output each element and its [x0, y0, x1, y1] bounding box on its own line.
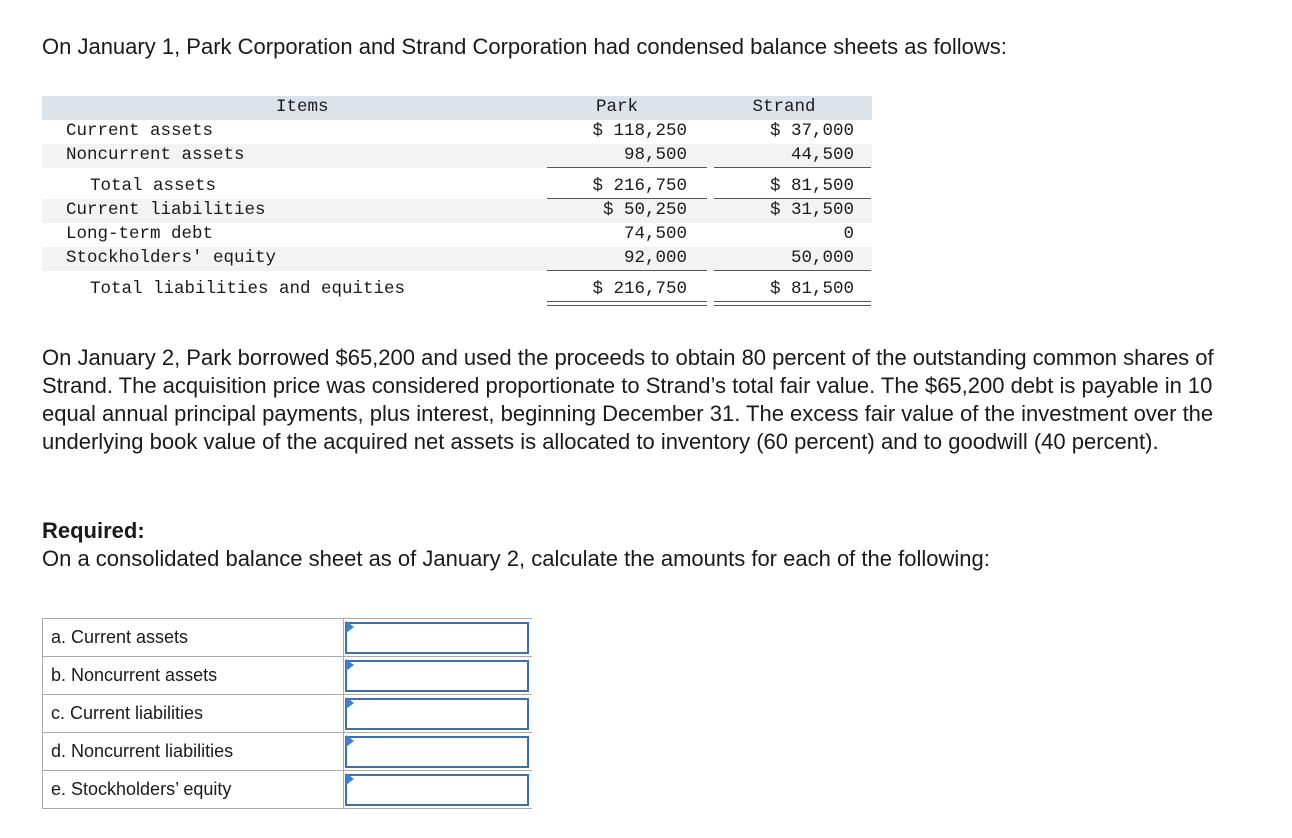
park-long-term-debt: 74,500 — [623, 224, 687, 244]
input-marker-icon — [346, 659, 354, 671]
answer-label-e: e. Stockholders’ equity — [43, 771, 344, 809]
label-noncurrent-assets: Noncurrent assets — [66, 145, 245, 165]
intro-text: On January 1, Park Corporation and Strand Corporation had condensed balance sheets as follows: — [42, 34, 1007, 59]
strand-total-double-line-2 — [714, 301, 871, 306]
current-liabilities-input[interactable] — [345, 698, 529, 730]
input-marker-icon — [346, 735, 354, 747]
strand-current-assets: $ 37,000 — [769, 121, 854, 141]
row-total-assets — [42, 168, 872, 199]
answer-label-c: c. Current liabilities — [43, 695, 344, 733]
strand-total-assets: $ 81,500 — [769, 176, 854, 196]
park-total-liabilities-equities: $ 216,750 — [592, 279, 687, 299]
strand-current-liabilities: $ 31,500 — [769, 200, 854, 220]
noncurrent-assets-input[interactable] — [345, 660, 529, 692]
park-stockholders-equity: 92,000 — [623, 248, 687, 268]
row-long-term-debt — [42, 223, 872, 247]
answer-label-a: a. Current assets — [43, 619, 344, 657]
input-marker-icon — [346, 697, 354, 709]
strand-noncurrent-assets: 44,500 — [790, 145, 854, 165]
answer-label-d: d. Noncurrent liabilities — [43, 733, 344, 771]
park-total-assets: $ 216,750 — [592, 176, 687, 196]
answer-cell-b — [344, 657, 533, 695]
table-header-row — [42, 96, 872, 120]
answer-row-b — [43, 657, 533, 695]
answer-row-a — [43, 619, 533, 657]
header-items: Items — [276, 97, 329, 117]
answer-row-d — [43, 733, 533, 771]
answer-cell-e — [344, 771, 533, 809]
answer-cell-d — [344, 733, 533, 771]
answer-table — [42, 618, 532, 809]
current-assets-input[interactable] — [345, 622, 529, 654]
answer-row-c — [43, 695, 533, 733]
row-current-liabilities — [42, 199, 872, 223]
required-heading: Required: — [42, 518, 145, 543]
label-stockholders-equity: Stockholders' equity — [66, 248, 277, 268]
problem-description: On January 2, Park borrowed $65,200 and used the proceeds to obtain 80 percent of the outstanding common shares of Strand. The acquisition price was considered proportionate to Strand’s total fair value. The $65,200 debt is payable in 10 equal annual principal payments, plus interest, beginning December 31. The excess fair value of the investment over the underlying book value of the acquired net assets is allocated to inventory (60 percent) and to goodwill (40 percent). — [42, 345, 1214, 454]
label-long-term-debt: Long-term debt — [66, 224, 214, 244]
label-current-assets: Current assets — [66, 121, 214, 141]
label-current-liabilities: Current liabilities — [66, 200, 266, 220]
input-marker-icon — [346, 621, 354, 633]
row-total-liabilities-equities — [42, 271, 872, 302]
label-total-liabilities-equities: Total liabilities and equities — [90, 279, 406, 299]
strand-total-liabilities-equities: $ 81,500 — [769, 279, 854, 299]
row-current-assets — [42, 120, 872, 144]
answer-row-e — [43, 771, 533, 809]
header-strand: Strand — [752, 97, 816, 117]
stockholders-equity-input[interactable] — [345, 774, 529, 806]
required-text: On a consolidated balance sheet as of January 2, calculate the amounts for each of the following: — [42, 546, 990, 571]
row-stockholders-equity — [42, 247, 872, 271]
label-total-assets: Total assets — [90, 176, 217, 196]
strand-long-term-debt: 0 — [843, 224, 854, 244]
strand-stockholders-equity: 50,000 — [790, 248, 854, 268]
park-noncurrent-assets: 98,500 — [623, 145, 687, 165]
balance-sheet-table — [42, 96, 872, 302]
park-current-assets: $ 118,250 — [592, 121, 687, 141]
answer-cell-c — [344, 695, 533, 733]
answer-cell-a — [344, 619, 533, 657]
header-park: Park — [595, 97, 638, 117]
input-marker-icon — [346, 773, 354, 785]
park-current-liabilities: $ 50,250 — [602, 200, 687, 220]
noncurrent-liabilities-input[interactable] — [345, 736, 529, 768]
row-noncurrent-assets — [42, 144, 872, 168]
park-total-double-line-2 — [547, 301, 707, 306]
answer-label-b: b. Noncurrent assets — [43, 657, 344, 695]
